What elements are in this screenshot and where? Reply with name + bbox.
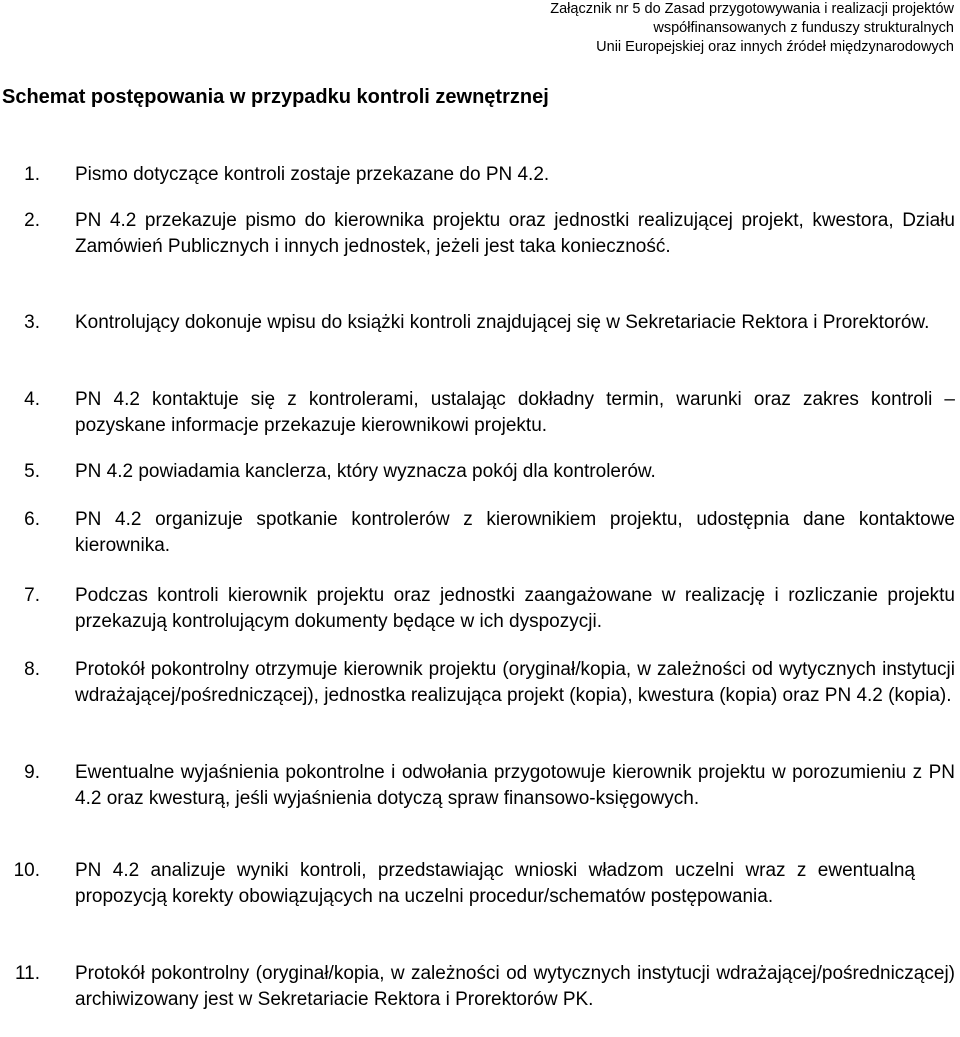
step-text: Kontrolujący dokonuje wpisu do książki kontroli znajdującej się w Sekretariacie Rektora i Prorektorów.: [75, 312, 930, 333]
step-text: Ewentualne wyjaśnienia pokontrolne i odwołania przygotowuje kierownik projektu w porozumieniu z PN 4.2 oraz kwesturą, jeśli wyjaśnienia dotyczą spraw finansowo-księgowych.: [75, 762, 955, 809]
header-note-line: Załącznik nr 5 do Zasad przygotowywania i realizacji projektów: [550, 1, 954, 17]
step-text: Pismo dotyczące kontroli zostaje przekazane do PN 4.2.: [75, 164, 550, 185]
step-text: Protokół pokontrolny (oryginał/kopia, w zależności od wytycznych instytucji wdrażającej/pośredniczącej) archiwizowany jest w Sekretariacie Rektora i Prorektorów PK.: [75, 963, 955, 1010]
step-number: 2.: [24, 210, 40, 231]
attachment-header-note: [550, 0, 954, 57]
step-text: PN 4.2 organizuje spotkanie kontrolerów z kierownikiem projektu, udostępnia dane kontaktowe kierownika.: [75, 509, 955, 556]
document-title: Schemat postępowania w przypadku kontroli zewnętrznej: [2, 86, 549, 108]
step-number: 11.: [14, 963, 40, 984]
step-number: 7.: [24, 585, 40, 606]
step-text: PN 4.2 kontaktuje się z kontrolerami, ustalając dokładny termin, warunki oraz zakres kontroli – pozyskane informacje przekazuje kierownikowi projektu.: [75, 389, 955, 436]
step-number: 4.: [24, 389, 40, 410]
step-text: PN 4.2 przekazuje pismo do kierownika projektu oraz jednostki realizującej projekt, kwestora, Działu Zamówień Publicznych i innych jednostek, jeżeli jest taka konieczność.: [75, 210, 955, 257]
step-number: 8.: [24, 659, 40, 680]
step-text: PN 4.2 powiadamia kanclerza, który wyznacza pokój dla kontrolerów.: [75, 461, 656, 482]
step-text: Podczas kontroli kierownik projektu oraz jednostki zaangażowane w realizację i rozliczanie projektu przekazują kontrolującym dokumenty będące w ich dyspozycji.: [75, 585, 955, 632]
step-number: 9.: [24, 762, 40, 783]
step-number: 6.: [24, 509, 40, 530]
step-text: Protokół pokontrolny otrzymuje kierownik projektu (oryginał/kopia, w zależności od wytycznych instytucji wdrażającej/pośredniczącej), jednostka realizująca projekt (kopia), kwestura (kopia) oraz PN 4.2 (kopia).: [75, 659, 955, 706]
step-number: 5.: [24, 461, 40, 482]
step-text: PN 4.2 analizuje wyniki kontroli, przedstawiając wnioski władzom uczelni wraz z ewentualną propozycją korekty obowiązujących na uczelni procedur/schematów postępowania.: [75, 860, 915, 907]
header-note-line: współfinansowanych z funduszy strukturalnych: [653, 20, 954, 36]
step-number: 1.: [24, 164, 40, 185]
step-number: 3.: [24, 312, 40, 333]
header-note-line: Unii Europejskiej oraz innych źródeł międzynarodowych: [596, 39, 954, 55]
step-number: 10.: [13, 860, 40, 881]
